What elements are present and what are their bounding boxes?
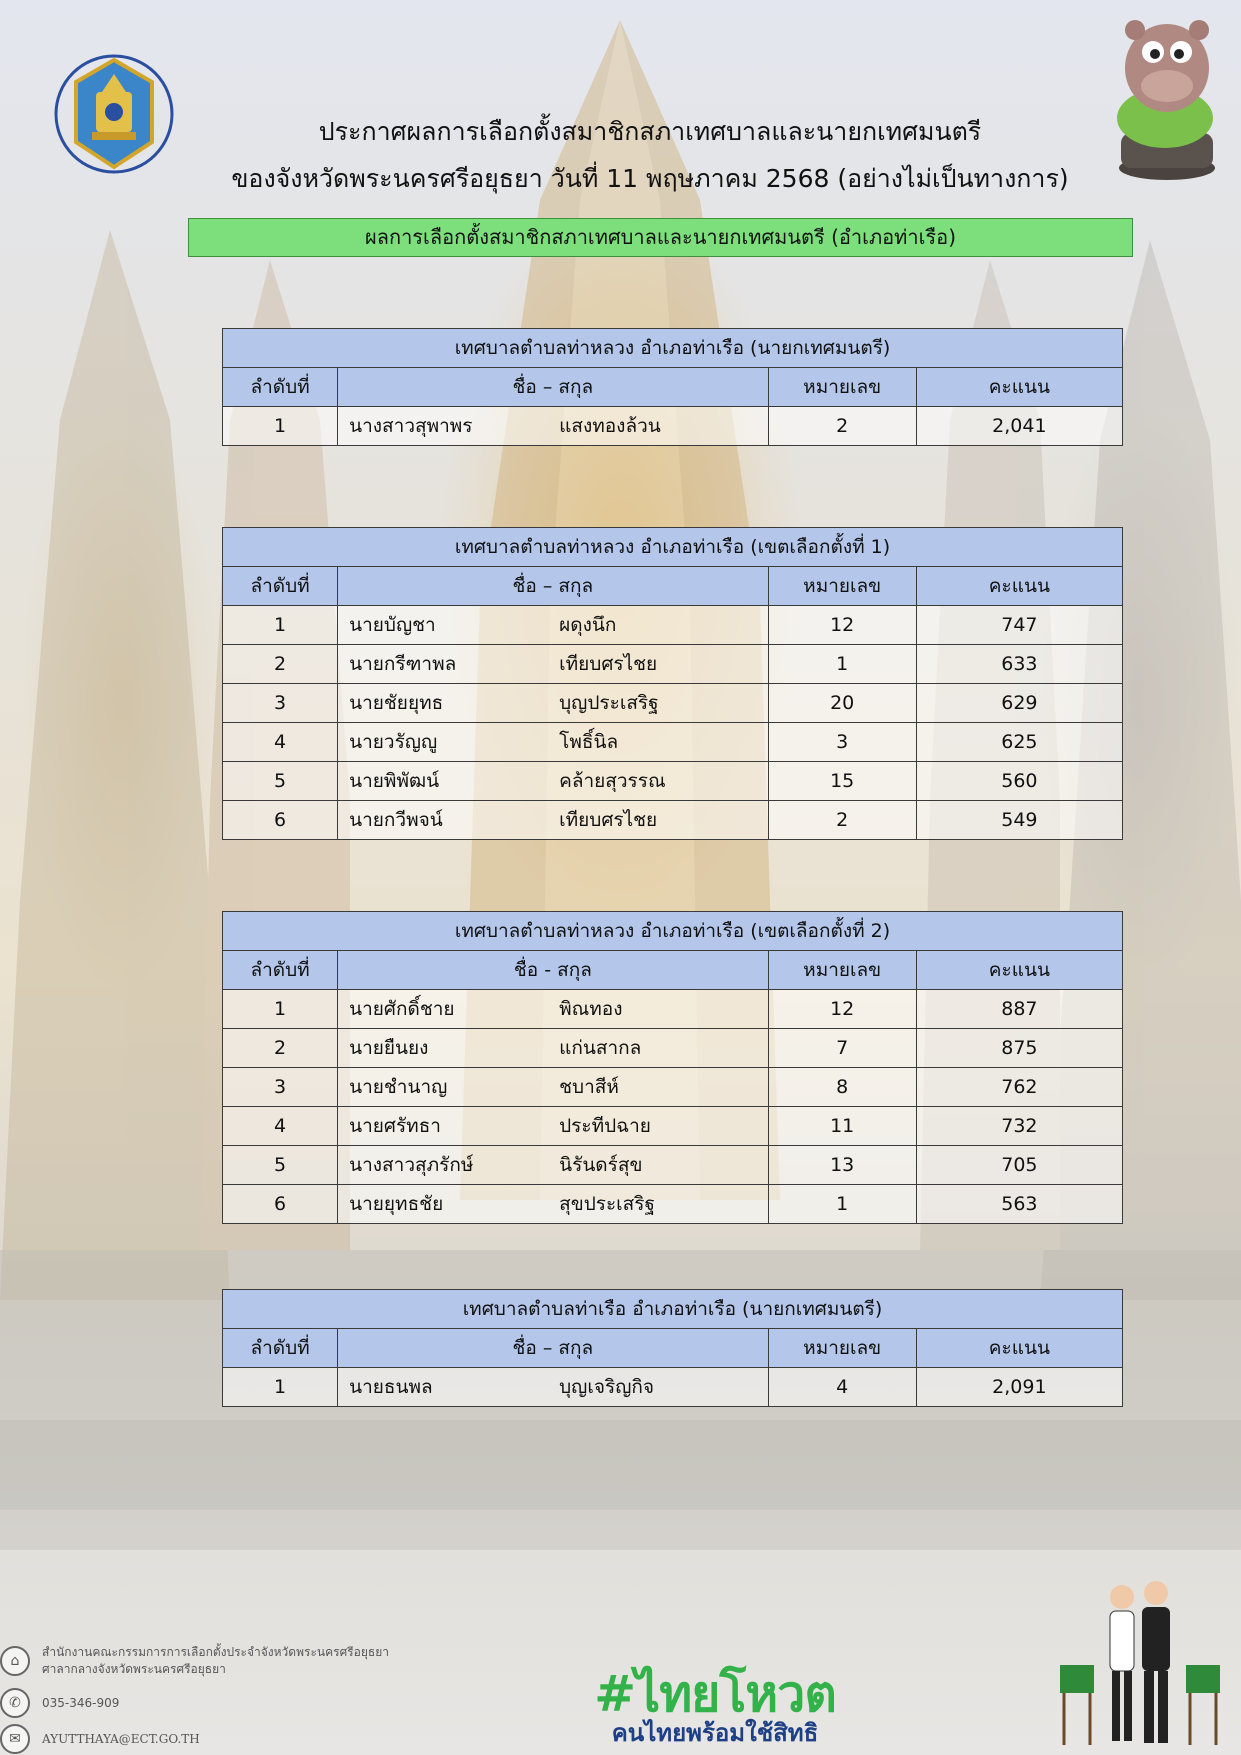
- name-cell: [338, 1068, 768, 1107]
- column-header: ชื่อ - สกุล: [338, 951, 768, 990]
- first-name: นายศรัทธา: [349, 1115, 441, 1137]
- table-row: [223, 1146, 1123, 1185]
- footer-office: [0, 1644, 389, 1678]
- phone-icon: ✆: [0, 1688, 30, 1718]
- last-name: ประทีปฉาย: [559, 1115, 651, 1137]
- results-table: [222, 911, 1123, 1224]
- score-cell: 705: [916, 1146, 1122, 1185]
- score-cell: 625: [916, 723, 1122, 762]
- first-name: นายศักดิ์ชาย: [349, 998, 455, 1020]
- thai-vote-hashtag: [545, 1665, 885, 1747]
- score-cell: 2,041: [916, 407, 1122, 446]
- candidate-number-cell: 1: [768, 1185, 916, 1224]
- table-row: [223, 723, 1123, 762]
- last-name: เทียบศรไชย: [559, 809, 658, 831]
- column-header: คะแนน: [916, 1329, 1122, 1368]
- last-name: ผดุงนึก: [559, 614, 617, 636]
- table-row: [223, 407, 1123, 446]
- column-header: หมายเลข: [768, 567, 916, 606]
- rank-cell: 2: [223, 1029, 338, 1068]
- rank-cell: 4: [223, 723, 338, 762]
- table-row: [223, 990, 1123, 1029]
- rank-cell: 1: [223, 1368, 338, 1407]
- first-name: นายพิพัฒน์: [349, 770, 440, 792]
- last-name: บุญประเสริฐ: [559, 692, 659, 714]
- table-row: [223, 1029, 1123, 1068]
- table-caption: เทศบาลตำบลท่าหลวง อำเภอท่าเรือ (เขตเลือกตั้งที่ 2): [223, 912, 1123, 951]
- column-header: หมายเลข: [768, 951, 916, 990]
- rank-cell: 5: [223, 1146, 338, 1185]
- rank-cell: 3: [223, 1068, 338, 1107]
- column-header: ชื่อ – สกุล: [338, 368, 768, 407]
- column-header: ลำดับที่: [223, 951, 338, 990]
- results-table: [222, 1289, 1123, 1407]
- score-cell: 762: [916, 1068, 1122, 1107]
- last-name: โพธิ์นิล: [559, 731, 619, 753]
- score-cell: 887: [916, 990, 1122, 1029]
- name-cell: [338, 762, 768, 801]
- column-header: ลำดับที่: [223, 567, 338, 606]
- candidate-number-cell: 7: [768, 1029, 916, 1068]
- candidate-number-cell: 2: [768, 407, 916, 446]
- candidate-number-cell: 12: [768, 990, 916, 1029]
- column-header: ชื่อ – สกุล: [338, 567, 768, 606]
- last-name: สุขประเสริฐ: [559, 1193, 655, 1215]
- column-header: หมายเลข: [768, 368, 916, 407]
- name-cell: [338, 645, 768, 684]
- phone-number: 035-346-909: [42, 1695, 120, 1710]
- name-cell: [338, 801, 768, 840]
- first-name: นายชำนาญ: [349, 1076, 448, 1098]
- candidate-number-cell: 3: [768, 723, 916, 762]
- candidate-number-cell: 15: [768, 762, 916, 801]
- first-name: นางสาวสุพาพร: [349, 415, 473, 437]
- name-cell: [338, 1107, 768, 1146]
- table-row: [223, 1368, 1123, 1407]
- hashtag-text: #ไทยโหวต: [594, 1665, 836, 1723]
- column-header: ลำดับที่: [223, 1329, 338, 1368]
- score-cell: 549: [916, 801, 1122, 840]
- title-line-1: ประกาศผลการเลือกตั้งสมาชิกสภาเทศบาลและนายกเทศมนตรี: [318, 117, 982, 146]
- name-cell: [338, 1029, 768, 1068]
- score-cell: 563: [916, 1185, 1122, 1224]
- first-name: นายชัยยุทธ: [349, 692, 444, 714]
- table-caption: เทศบาลตำบลท่าหลวง อำเภอท่าเรือ (นายกเทศมนตรี): [223, 329, 1123, 368]
- election-commission-logo: [52, 52, 177, 177]
- table-row: [223, 645, 1123, 684]
- footer-phone: [0, 1688, 119, 1718]
- column-header: คะแนน: [916, 951, 1122, 990]
- score-cell: 732: [916, 1107, 1122, 1146]
- table-row: [223, 1185, 1123, 1224]
- column-header: ชื่อ – สกุล: [338, 1329, 768, 1368]
- candidate-number-cell: 12: [768, 606, 916, 645]
- candidate-number-cell: 8: [768, 1068, 916, 1107]
- rank-cell: 5: [223, 762, 338, 801]
- first-name: นายวรัญญู: [349, 731, 438, 753]
- table-row: [223, 762, 1123, 801]
- district-subtitle: ผลการเลือกตั้งสมาชิกสภาเทศบาลและนายกเทศมนตรี (อำเภอท่าเรือ): [188, 218, 1133, 257]
- rank-cell: 1: [223, 407, 338, 446]
- name-cell: [338, 1146, 768, 1185]
- table-caption: เทศบาลตำบลท่าเรือ อำเภอท่าเรือ (นายกเทศมนตรี): [223, 1290, 1123, 1329]
- name-cell: [338, 723, 768, 762]
- name-cell: [338, 1185, 768, 1224]
- score-cell: 875: [916, 1029, 1122, 1068]
- last-name: พิณทอง: [559, 998, 623, 1020]
- name-cell: [338, 684, 768, 723]
- rank-cell: 1: [223, 606, 338, 645]
- score-cell: 633: [916, 645, 1122, 684]
- first-name: นายยุทธชัย: [349, 1193, 444, 1215]
- first-name: นายธนพล: [349, 1376, 433, 1398]
- candidate-number-cell: 4: [768, 1368, 916, 1407]
- candidate-number-cell: 20: [768, 684, 916, 723]
- home-icon: ⌂: [0, 1646, 30, 1676]
- column-header: คะแนน: [916, 368, 1122, 407]
- first-name: นายกวีพจน์: [349, 809, 443, 831]
- column-header: ลำดับที่: [223, 368, 338, 407]
- page-title: [180, 108, 1120, 202]
- last-name: แสงทองล้วน: [559, 415, 661, 437]
- table-row: [223, 1068, 1123, 1107]
- voters-illustration-icon: [1050, 1575, 1230, 1750]
- candidate-number-cell: 11: [768, 1107, 916, 1146]
- name-cell: [338, 407, 768, 446]
- results-table: [222, 527, 1123, 840]
- title-line-2: ของจังหวัดพระนครศรีอยุธยา วันที่ 11 พฤษภาคม 2568 (อย่างไม่เป็นทางการ): [231, 164, 1069, 193]
- last-name: บุญเจริญกิจ: [559, 1376, 655, 1398]
- rank-cell: 1: [223, 990, 338, 1029]
- table-row: [223, 801, 1123, 840]
- rank-cell: 6: [223, 1185, 338, 1224]
- footer-email: [0, 1724, 200, 1754]
- rank-cell: 3: [223, 684, 338, 723]
- rank-cell: 4: [223, 1107, 338, 1146]
- name-cell: [338, 990, 768, 1029]
- first-name: นายยืนยง: [349, 1037, 429, 1059]
- last-name: เทียบศรไชย: [559, 653, 658, 675]
- slogan-text: คนไทยพร้อมใช้สิทธิ: [611, 1719, 819, 1747]
- score-cell: 747: [916, 606, 1122, 645]
- column-header: คะแนน: [916, 567, 1122, 606]
- email-address: AYUTTHAYA@ECT.GO.TH: [42, 1731, 200, 1746]
- table-caption: เทศบาลตำบลท่าหลวง อำเภอท่าเรือ (เขตเลือกตั้งที่ 1): [223, 528, 1123, 567]
- candidate-number-cell: 13: [768, 1146, 916, 1185]
- office-line-2: ศาลากลางจังหวัดพระนครศรีอยุธยา: [42, 1662, 226, 1676]
- first-name: นายกรีฑาพล: [349, 653, 457, 675]
- mail-icon: ✉: [0, 1724, 30, 1754]
- last-name: ชบาสีห์: [559, 1076, 619, 1098]
- score-cell: 560: [916, 762, 1122, 801]
- last-name: คล้ายสุวรรณ: [559, 770, 666, 792]
- results-table: [222, 328, 1123, 446]
- column-header: หมายเลข: [768, 1329, 916, 1368]
- name-cell: [338, 1368, 768, 1407]
- table-row: [223, 1107, 1123, 1146]
- table-row: [223, 606, 1123, 645]
- name-cell: [338, 606, 768, 645]
- score-cell: 2,091: [916, 1368, 1122, 1407]
- table-row: [223, 684, 1123, 723]
- last-name: นิรันดร์สุข: [559, 1154, 643, 1176]
- last-name: แก่นสากล: [559, 1037, 642, 1059]
- rank-cell: 6: [223, 801, 338, 840]
- first-name: นางสาวสุภรักษ์: [349, 1154, 474, 1176]
- score-cell: 629: [916, 684, 1122, 723]
- rank-cell: 2: [223, 645, 338, 684]
- first-name: นายบัญชา: [349, 614, 436, 636]
- office-line-1: สำนักงานคณะกรรมการการเลือกตั้งประจำจังหวัดพระนครศรีอยุธยา: [42, 1645, 389, 1659]
- candidate-number-cell: 1: [768, 645, 916, 684]
- candidate-number-cell: 2: [768, 801, 916, 840]
